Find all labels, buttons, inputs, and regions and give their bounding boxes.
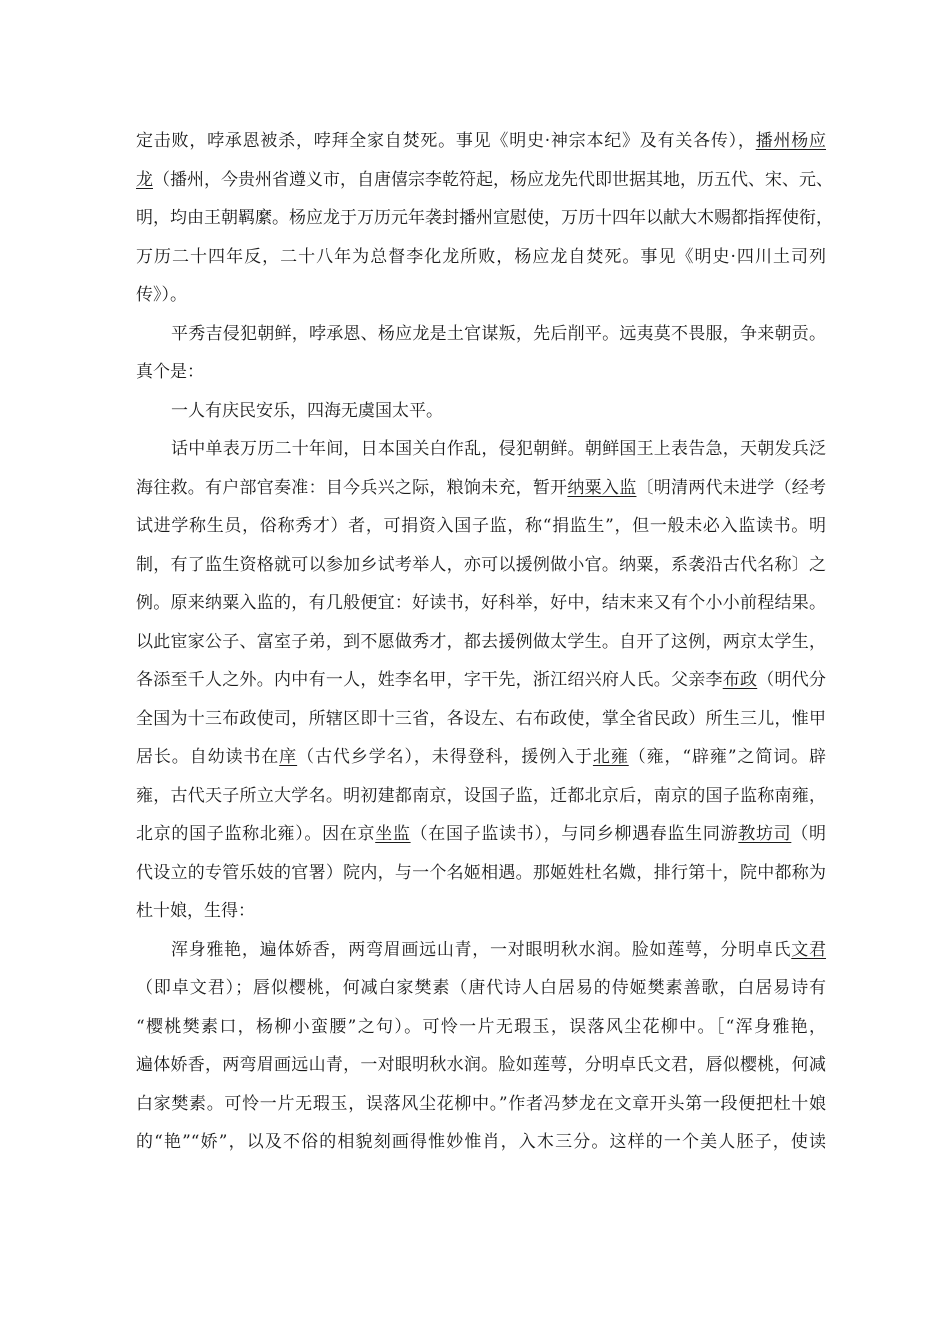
text-segment: 杜十娘，生得：: [136, 901, 255, 921]
text-line: [136, 507, 826, 546]
annotated-term: 纳粟入监: [567, 477, 637, 498]
text-line: [136, 122, 826, 161]
annotated-term: 教坊司: [738, 824, 792, 844]
text-segment: 白家樊素。可怜一片无瑕玉，误落风尘花柳中。”作者冯梦龙在文章开头第一段便把杜十娘: [136, 1093, 826, 1114]
text-line: [136, 315, 826, 354]
text-line: [136, 815, 826, 854]
text-line: [136, 854, 826, 893]
text-segment: 北京的国子监称北雍）。因在京: [136, 824, 376, 844]
text-line: [136, 623, 826, 662]
text-segment: 一人有庆民安乐，四海无虞国太平。: [171, 400, 443, 421]
text-line: [136, 661, 826, 700]
text-segment: 代设立的专管乐妓的官署）院内，与一个名姬相遇。那姬姓杜名媺，排行第十，院中都称为: [136, 862, 826, 883]
text-segment: 明，均由王朝羁縻。杨应龙于万历元年袭封播州宣慰使，万历十四年以献大木赐都指挥使衔，: [136, 208, 833, 228]
annotated-term: 北雍: [592, 747, 629, 767]
annotated-term: 播州杨应: [755, 131, 827, 151]
text-segment: （明代分: [757, 670, 827, 690]
text-line: [136, 199, 833, 238]
text-line: [136, 276, 826, 315]
text-line: [136, 584, 826, 623]
text-segment: 话中单表万历二十年间，日本国关白作乱，侵犯朝鲜。朝鲜国王上表告急，天朝发兵泛: [171, 439, 826, 459]
text-line: [136, 700, 826, 739]
text-line: [136, 1046, 826, 1085]
text-line: [136, 1085, 826, 1124]
text-segment: 〔明清两代未进学（经考: [636, 477, 827, 498]
text-line: [136, 1008, 826, 1047]
text-line: [136, 1123, 826, 1162]
text-line: [136, 738, 826, 777]
text-segment: 的“艳”“娇”，以及不俗的相貌刻画得惟妙惟肖，入木三分。这样的一个美人胚子，使读: [136, 1132, 826, 1152]
text-segment: （雍，“辟雍”之简词。辟: [628, 747, 827, 767]
text-line: [136, 777, 826, 816]
text-line: [136, 546, 826, 585]
annotated-term: 龙: [136, 169, 153, 190]
text-segment: 海往救。有户部官奏准：目今兵兴之际，粮饷未充，暂开: [136, 477, 568, 498]
text-segment: 全国为十三布政使司，所辖区即十三省，各设左、右布政使，掌全省民政）所生三儿，惟甲: [136, 708, 826, 729]
text-line: [136, 931, 826, 970]
text-segment: 万历二十四年反，二十八年为总督李化龙所败，杨应龙自焚死。事见《明史·四川土司列: [136, 246, 826, 267]
text-segment: 浑身雅艳，遍体娇香，两弯眉画远山青，一对眼明秋水润。脸如莲萼，分明卓氏: [171, 939, 792, 960]
text-segment: （即卓文君）；唇似樱桃，何减白家樊素（唐代诗人白居易的侍姬樊素善歌，白居易诗有: [136, 978, 826, 998]
text-segment: 定击败，哱承恩被杀，哱拜全家自焚死。事见《明史·神宗本纪》及有关各传），: [136, 131, 756, 151]
text-segment: 以此宦家公子、富室子弟，到不愿做秀才，都去援例做太学生。自开了这例，两京太学生，: [136, 631, 826, 652]
text-segment: 例。原来纳粟入监的，有几般便宜：好读书，好科举，好中，结末来又有个小小前程结果。: [136, 593, 826, 613]
annotated-term: 庠: [279, 747, 298, 767]
text-line: [136, 353, 826, 392]
text-segment: （播州，今贵州省遵义市，自唐僖宗李乾符起，杨应龙先代即世据其地，历五代、宋、元、: [153, 169, 833, 190]
annotated-term: 文君: [791, 939, 827, 960]
text-line: [136, 392, 826, 431]
text-segment: 制，有了监生资格就可以参加乡试考举人，亦可以援例做小官。纳粟，系袭沿古代名称〕之: [136, 554, 826, 575]
text-segment: “樱桃樊素口，杨柳小蛮腰”之句）。可怜一片无瑕玉，误落风尘花柳中。［“浑身雅艳，: [136, 1016, 826, 1037]
text-segment: 真个是：: [136, 362, 204, 382]
text-line: [136, 892, 826, 931]
body-text: [136, 122, 833, 1162]
text-segment: 试进学称生员，俗称秀才）者，可捐资入国子监，称“捐监生”，但一般未必入监读书。明: [136, 516, 826, 536]
annotated-term: 布政: [722, 670, 758, 690]
text-segment: （在国子监读书），与同乡柳遇春监生同游: [410, 824, 739, 844]
text-segment: 各添至千人之外。内中有一人，姓李名甲，字干先，浙江绍兴府人氏。父亲李: [136, 670, 723, 690]
text-segment: （古代乡学名），未得登科，援例入于: [297, 747, 593, 767]
text-segment: 雍，古代天子所立大学名。明初建都南京，设国子监，迁都北京后，南京的国子监称南雍，: [136, 785, 826, 806]
text-segment: 遍体娇香，两弯眉画远山青，一对眼明秋水润。脸如莲萼，分明卓氏文君，唇似樱桃，何减: [136, 1055, 826, 1075]
text-line: [136, 969, 826, 1008]
text-line: [136, 161, 833, 200]
text-line: [136, 469, 826, 508]
text-segment: 居长。自幼读书在: [136, 747, 280, 767]
text-segment: 传》）。: [136, 285, 187, 305]
text-segment: （明: [791, 824, 827, 844]
annotated-term: 坐监: [375, 824, 411, 844]
text-line: [136, 238, 826, 277]
text-segment: 平秀吉侵犯朝鲜，哱承恩、杨应龙是土官谋叛，先后削平。远夷莫不畏服，争来朝贡。: [171, 323, 826, 344]
text-line: [136, 430, 826, 469]
